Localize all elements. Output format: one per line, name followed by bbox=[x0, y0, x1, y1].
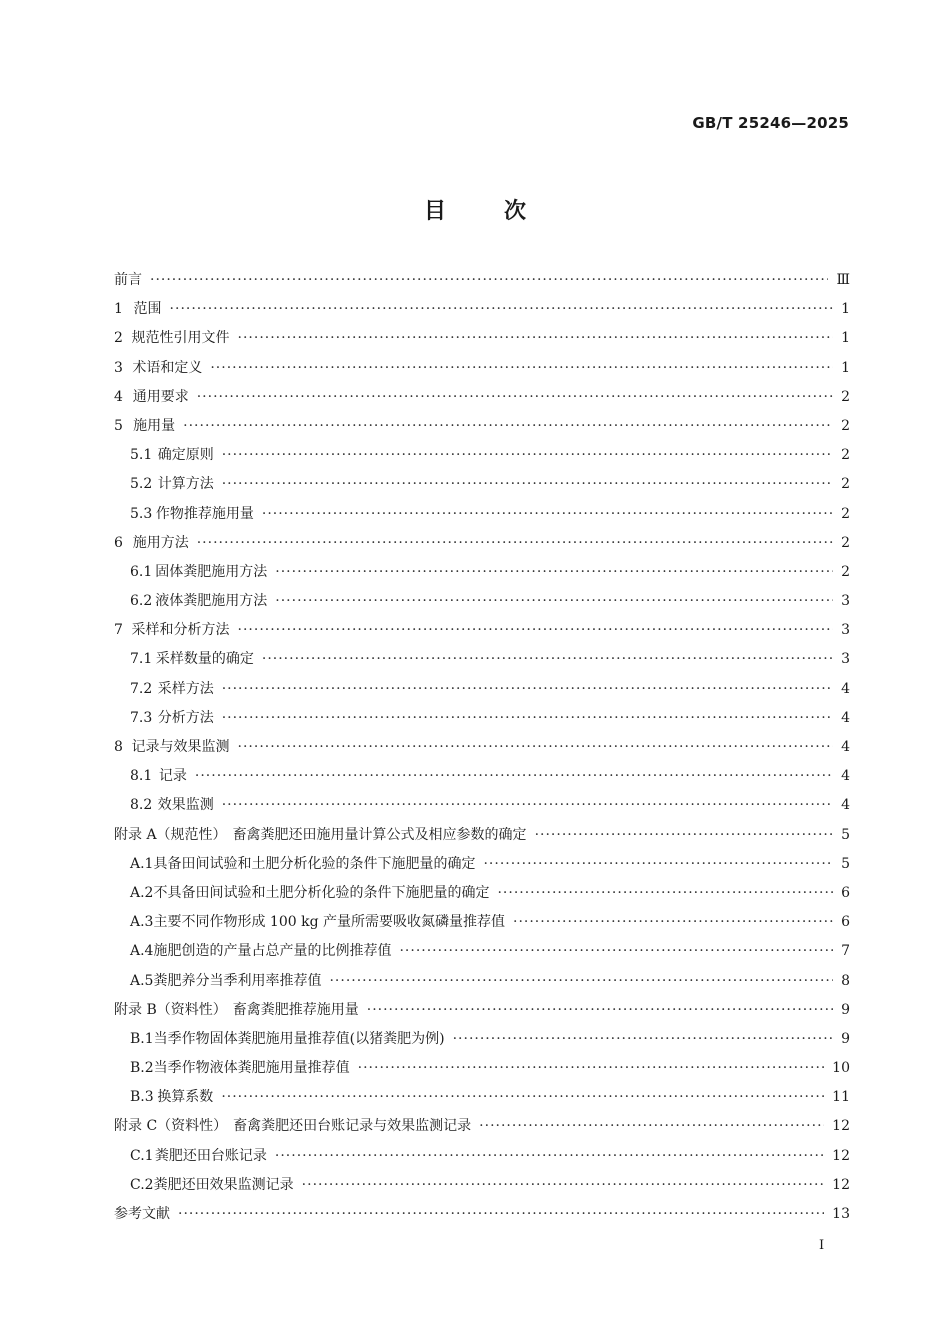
toc-leader-dots bbox=[221, 1089, 824, 1105]
toc-entry-page: 3 bbox=[841, 593, 850, 610]
toc-entry-page: 12 bbox=[832, 1147, 850, 1164]
toc-entry[interactable] bbox=[114, 648, 850, 677]
toc-entry-label: 采样数量的确定 bbox=[155, 651, 254, 668]
toc-leader-dots bbox=[275, 564, 833, 580]
toc-entry-label: 具备田间试验和土肥分析化验的条件下施肥量的确定 bbox=[153, 855, 476, 872]
toc-entry[interactable] bbox=[114, 824, 850, 853]
toc-entry[interactable] bbox=[114, 678, 850, 707]
title-char-2: 次 bbox=[504, 199, 527, 224]
toc-leader-dots bbox=[275, 593, 833, 609]
toc-entry[interactable] bbox=[114, 415, 850, 444]
toc-entry-number: A.1 bbox=[130, 855, 154, 872]
toc-entry-label: 当季作物液体粪肥施用量推荐值 bbox=[153, 1060, 350, 1077]
toc-entry-label: 采样方法 bbox=[157, 680, 214, 697]
toc-entry-number: B.2 bbox=[130, 1060, 154, 1077]
toc-entry-page: 5 bbox=[841, 826, 850, 843]
toc-entry-number: 6.1 bbox=[130, 563, 153, 580]
toc-entry[interactable] bbox=[114, 503, 850, 532]
toc-leader-dots bbox=[183, 418, 833, 434]
toc-entry-page: 3 bbox=[841, 651, 850, 668]
toc-entry[interactable] bbox=[114, 794, 850, 823]
toc-entry-number: A.2 bbox=[130, 884, 154, 901]
toc-entry-page: 9 bbox=[841, 1001, 850, 1018]
toc-entry-label: 施用方法 bbox=[132, 534, 189, 551]
toc-leader-dots bbox=[329, 973, 833, 989]
toc-entry-page: 12 bbox=[832, 1176, 850, 1193]
toc-entry-number: 7 bbox=[114, 622, 123, 639]
toc-entry[interactable] bbox=[114, 532, 850, 561]
toc-entry-number: 3 bbox=[114, 359, 123, 376]
toc-leader-dots bbox=[195, 768, 833, 784]
toc-entry[interactable] bbox=[114, 1086, 850, 1115]
toc-leader-dots bbox=[479, 1118, 824, 1134]
toc-entry-page: 3 bbox=[841, 622, 850, 639]
toc-entry-number: 6 bbox=[114, 534, 123, 551]
toc-entry-page: Ⅲ bbox=[836, 272, 850, 288]
toc-leader-dots bbox=[178, 1206, 824, 1222]
toc-entry[interactable] bbox=[114, 853, 850, 882]
toc-entry-page: 5 bbox=[841, 855, 850, 872]
toc-leader-dots bbox=[210, 360, 833, 376]
toc-entry-page: 12 bbox=[832, 1118, 850, 1135]
toc-entry-number: 附录 B（资料性） bbox=[114, 1001, 227, 1018]
toc-entry-page: 6 bbox=[841, 884, 850, 901]
toc-entry-number: A.4 bbox=[130, 943, 154, 960]
toc-entry-label: 分析方法 bbox=[157, 709, 214, 726]
title-char-1: 目 bbox=[423, 199, 446, 224]
toc-leader-dots bbox=[238, 330, 834, 346]
toc-entry-label: 粪肥还田台账记录 bbox=[154, 1147, 267, 1164]
toc-entry[interactable] bbox=[114, 619, 850, 648]
toc-entry-page: 1 bbox=[841, 301, 850, 318]
toc-entry-label: 效果监测 bbox=[157, 797, 214, 814]
toc-entry-label: 前言 bbox=[114, 272, 142, 288]
toc-leader-dots bbox=[262, 651, 833, 667]
toc-entry-label: 粪肥还田效果监测记录 bbox=[153, 1176, 294, 1193]
toc-entry-label: 规范性引用文件 bbox=[131, 330, 230, 347]
toc-entry[interactable] bbox=[114, 444, 850, 473]
toc-leader-dots bbox=[238, 739, 834, 755]
toc-entry-number: 7.3 bbox=[130, 709, 153, 726]
toc-entry[interactable] bbox=[114, 1203, 850, 1232]
toc-leader-dots bbox=[262, 506, 833, 522]
toc-leader-dots bbox=[222, 710, 833, 726]
toc-entry-page: 13 bbox=[832, 1206, 850, 1222]
toc-entry[interactable] bbox=[114, 269, 850, 298]
toc-entry-label: 畜禽粪肥还田台账记录与效果监测记录 bbox=[233, 1118, 472, 1135]
toc-entry-label: 确定原则 bbox=[157, 447, 214, 464]
toc-entry[interactable] bbox=[114, 1174, 850, 1203]
toc-entry-number: 5 bbox=[114, 417, 123, 434]
toc-entry-number: C.2 bbox=[130, 1176, 154, 1193]
toc-leader-dots bbox=[222, 681, 833, 697]
toc-entry[interactable] bbox=[114, 473, 850, 502]
toc-entry[interactable] bbox=[114, 327, 850, 356]
toc-leader-dots bbox=[238, 622, 834, 638]
toc-entry-number: B.3 bbox=[130, 1089, 154, 1106]
toc-entry[interactable] bbox=[114, 1028, 850, 1057]
toc-entry[interactable] bbox=[114, 765, 850, 794]
toc-entry-number: 8 bbox=[114, 739, 123, 755]
toc-leader-dots bbox=[497, 885, 833, 901]
toc-entry-number: 8.1 bbox=[130, 768, 153, 785]
toc-entry-label: 采样和分析方法 bbox=[131, 622, 230, 639]
toc-entry-label: 作物推荐施用量 bbox=[155, 505, 254, 522]
toc-entry-number: 1 bbox=[114, 301, 123, 318]
toc-entry-label: 范围 bbox=[133, 301, 162, 318]
toc-entry-label: 参考文献 bbox=[114, 1206, 170, 1222]
toc-entry-label: 计算方法 bbox=[157, 476, 214, 493]
table-of-contents bbox=[114, 269, 850, 1232]
toc-entry-page: 2 bbox=[841, 476, 850, 493]
toc-entry[interactable] bbox=[114, 386, 850, 415]
toc-entry-label: 主要不同作物形成 100 kg 产量所需要吸收氮磷量推荐值 bbox=[153, 914, 505, 931]
toc-entry-page: 4 bbox=[841, 797, 850, 814]
toc-entry-label: 术语和定义 bbox=[132, 359, 203, 376]
toc-entry-number: 7.2 bbox=[130, 680, 153, 697]
toc-entry[interactable] bbox=[114, 298, 850, 327]
toc-entry-number: B.1 bbox=[130, 1030, 154, 1047]
toc-entry[interactable] bbox=[114, 357, 850, 386]
toc-entry[interactable] bbox=[114, 911, 850, 940]
toc-entry-page: 7 bbox=[841, 943, 850, 960]
toc-entry-label: 施肥创造的产量占总产量的比例推荐值 bbox=[153, 943, 392, 960]
toc-entry-label: 粪肥养分当季利用率推荐值 bbox=[153, 972, 322, 989]
toc-leader-dots bbox=[197, 535, 833, 551]
toc-entry-label: 畜禽粪肥还田施用量计算公式及相应参数的确定 bbox=[232, 826, 527, 843]
toc-entry[interactable] bbox=[114, 561, 850, 590]
footer-page-number: I bbox=[819, 1238, 825, 1253]
toc-entry-label: 当季作物固体粪肥施用量推荐值(以猪粪肥为例) bbox=[153, 1030, 445, 1047]
toc-entry[interactable] bbox=[114, 970, 850, 999]
toc-entry-number: 6.2 bbox=[130, 593, 153, 610]
page-title bbox=[0, 194, 950, 225]
toc-leader-dots bbox=[513, 914, 833, 930]
toc-leader-dots bbox=[222, 797, 833, 813]
toc-leader-dots bbox=[222, 476, 833, 492]
toc-entry[interactable] bbox=[114, 590, 850, 619]
toc-leader-dots bbox=[197, 389, 833, 405]
toc-entry-page: 2 bbox=[841, 388, 850, 405]
toc-entry-label: 液体粪肥施用方法 bbox=[155, 593, 268, 610]
toc-entry-page: 2 bbox=[841, 563, 850, 580]
toc-entry-number: 附录 A（规范性） bbox=[114, 826, 227, 843]
toc-entry-label: 畜禽粪肥推荐施用量 bbox=[232, 1001, 359, 1018]
toc-entry-label: 不具备田间试验和土肥分析化验的条件下施肥量的确定 bbox=[153, 884, 490, 901]
toc-entry-page: 4 bbox=[841, 739, 850, 755]
toc-entry-page: 2 bbox=[841, 505, 850, 522]
toc-entry-page: 4 bbox=[841, 709, 850, 726]
toc-entry-page: 2 bbox=[841, 447, 850, 464]
toc-entry[interactable] bbox=[114, 882, 850, 911]
toc-leader-dots bbox=[170, 301, 834, 317]
toc-entry-page: 4 bbox=[841, 768, 850, 785]
toc-entry[interactable] bbox=[114, 1115, 850, 1144]
toc-leader-dots bbox=[358, 1060, 825, 1076]
toc-entry-page: 10 bbox=[832, 1060, 850, 1077]
toc-entry[interactable] bbox=[114, 1057, 850, 1086]
toc-entry[interactable] bbox=[114, 940, 850, 969]
toc-leader-dots bbox=[367, 1002, 833, 1018]
toc-entry[interactable] bbox=[114, 1145, 850, 1174]
toc-entry-number: C.1 bbox=[130, 1147, 154, 1164]
toc-entry-page: 8 bbox=[841, 972, 850, 989]
toc-leader-dots bbox=[453, 1031, 833, 1047]
toc-leader-dots bbox=[483, 856, 833, 872]
toc-entry-page: 9 bbox=[841, 1030, 850, 1047]
toc-entry-number: 4 bbox=[114, 388, 123, 405]
toc-entry-label: 换算系数 bbox=[157, 1089, 214, 1106]
toc-entry-page: 1 bbox=[841, 359, 850, 376]
toc-entry-label: 固体粪肥施用方法 bbox=[155, 563, 268, 580]
toc-entry-page: 1 bbox=[841, 330, 850, 347]
toc-entry-number: A.5 bbox=[130, 972, 154, 989]
toc-entry[interactable] bbox=[114, 707, 850, 736]
toc-entry-number: A.3 bbox=[130, 914, 154, 931]
toc-entry-number: 2 bbox=[114, 330, 123, 347]
toc-entry-page: 6 bbox=[841, 914, 850, 931]
toc-entry-number: 5.1 bbox=[130, 447, 153, 464]
toc-entry-label: 通用要求 bbox=[132, 388, 189, 405]
toc-entry-number: 5.2 bbox=[130, 476, 153, 493]
toc-entry[interactable] bbox=[114, 999, 850, 1028]
toc-entry-page: 2 bbox=[841, 417, 850, 434]
toc-entry-label: 记录 bbox=[158, 768, 187, 785]
toc-entry-label: 施用量 bbox=[133, 417, 176, 434]
toc-entry-number: 附录 C（资料性） bbox=[114, 1118, 228, 1135]
toc-leader-dots bbox=[222, 447, 833, 463]
toc-entry-page: 11 bbox=[832, 1089, 850, 1106]
toc-entry-page: 2 bbox=[841, 534, 850, 551]
toc-entry-number: 7.1 bbox=[130, 651, 153, 668]
toc-leader-dots bbox=[150, 272, 828, 288]
toc-entry[interactable] bbox=[114, 736, 850, 765]
toc-leader-dots bbox=[399, 943, 833, 959]
toc-leader-dots bbox=[302, 1177, 825, 1193]
toc-leader-dots bbox=[275, 1148, 824, 1164]
toc-entry-number: 8.2 bbox=[130, 797, 153, 814]
toc-leader-dots bbox=[535, 827, 834, 843]
toc-entry-label: 记录与效果监测 bbox=[131, 739, 230, 755]
standard-number: GB/T 25246—2025 bbox=[692, 114, 849, 132]
toc-entry-page: 4 bbox=[841, 680, 850, 697]
toc-entry-number: 5.3 bbox=[130, 505, 153, 522]
